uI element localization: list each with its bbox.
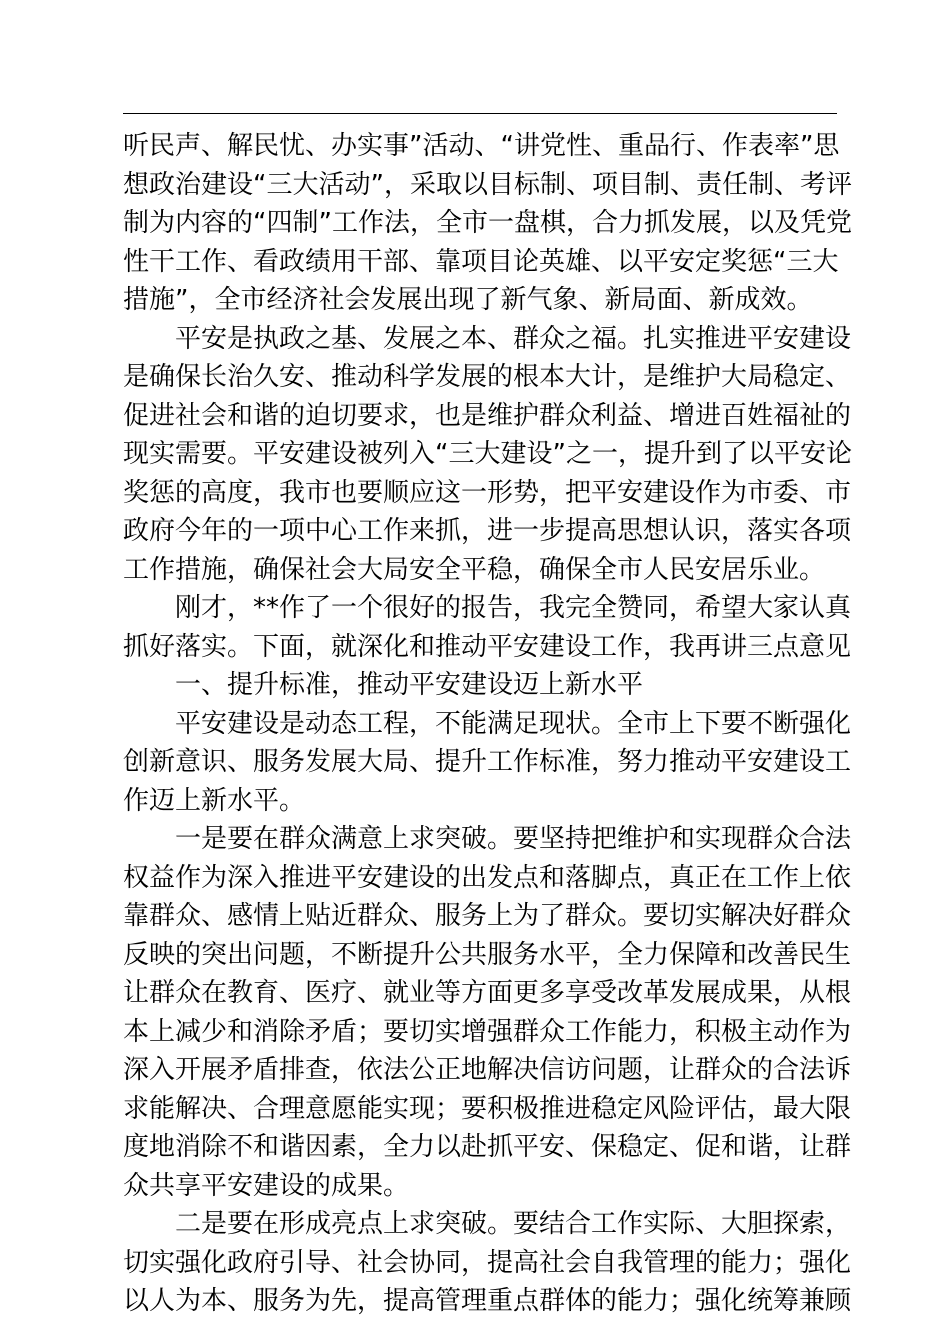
- text-line: 平安建设是动态工程，不能满足现状。全市上下要不断强化: [175, 708, 852, 739]
- text-line: 想政治建设“三大活动”，采取以目标制、项目制、责任制、考评: [123, 169, 852, 200]
- text-line: 奖惩的高度，我市也要顺应这一形势，把平安建设作为市委、市: [123, 477, 852, 508]
- header-rule: [123, 113, 837, 114]
- text-line: 刚才，**作了一个很好的报告，我完全赞同，希望大家认真: [175, 593, 852, 623]
- document-body: [123, 127, 852, 1321]
- text-line: 切实强化政府引导、社会协同，提高社会自我管理的能力；强化: [123, 1247, 852, 1278]
- text-line: 平安是执政之基、发展之本、群众之福。扎实推进平安建设: [175, 323, 852, 354]
- text-line: 本上减少和消除矛盾；要切实增强群众工作能力，积极主动作为: [123, 1016, 852, 1047]
- text-line: 工作措施，确保社会大局安全平稳，确保全市人民安居乐业。: [123, 554, 826, 585]
- text-line: 让群众在教育、医疗、就业等方面更多享受改革发展成果，从根: [123, 978, 852, 1008]
- text-line: 反映的突出问题，不断提升公共服务水平，全力保障和改善民生: [123, 939, 852, 970]
- text-line: 现实需要。平安建设被列入“三大建设”之一，提升到了以平安论: [123, 439, 852, 469]
- text-line: 促进社会和谐的迫切要求，也是维护群众利益、增进百姓福祉的: [123, 400, 852, 431]
- text-line: 性干工作、看政绩用干部、靠项目论英雄、以平安定奖惩“三大: [123, 246, 839, 277]
- text-line: 政府今年的一项中心工作来抓，进一步提高思想认识，落实各项: [123, 516, 852, 546]
- text-line: 一、提升标准，推动平安建设迈上新水平: [175, 670, 644, 700]
- text-line: 众共享平安建设的成果。: [123, 1170, 410, 1201]
- text-line: 度地消除不和谐因素，全力以赴抓平安、保稳定、促和谐，让群: [123, 1132, 852, 1162]
- text-line: 创新意识、服务发展大局、提升工作标准，努力推动平安建设工: [123, 747, 852, 777]
- text-line: 制为内容的“四制”工作法，全市一盘棋，合力抓发展，以及凭党: [123, 208, 852, 238]
- text-line: 权益作为深入推进平安建设的出发点和落脚点，真正在工作上依: [123, 862, 852, 893]
- text-line: 一是要在群众满意上求突破。要坚持把维护和实现群众合法: [175, 824, 852, 854]
- text-line: 靠群众、感情上贴近群众、服务上为了群众。要切实解决好群众: [123, 901, 852, 931]
- text-line: 抓好落实。下面，就深化和推动平安建设工作，我再讲三点意见: [123, 631, 852, 662]
- text-line: 是确保长治久安、推动科学发展的根本大计，是维护大局稳定、: [123, 362, 852, 392]
- text-line: 求能解决、合理意愿能实现；要积极推进稳定风险评估，最大限: [123, 1093, 852, 1124]
- text-line: 作迈上新水平。: [123, 785, 306, 816]
- text-line: 以人为本、服务为先，提高管理重点群体的能力；强化统筹兼顾: [123, 1286, 852, 1316]
- text-line: 深入开展矛盾排查，依法公正地解决信访问题，让群众的合法诉: [123, 1055, 852, 1085]
- text-line: 措施”，全市经济社会发展出现了新气象、新局面、新成效。: [123, 285, 813, 315]
- text-line: 听民声、解民忧、办实事”活动、“讲党性、重品行、作表率”思: [123, 131, 840, 161]
- text-line: 二是要在形成亮点上求突破。要结合工作实际、大胆探索，: [175, 1209, 852, 1239]
